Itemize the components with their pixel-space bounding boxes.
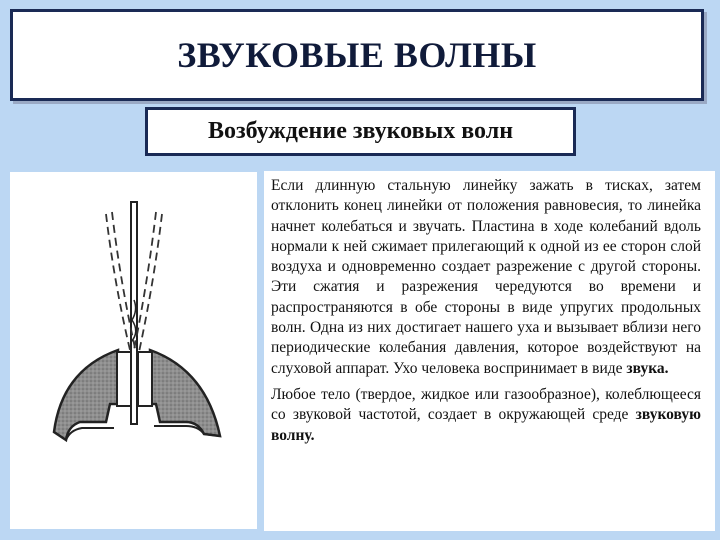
paragraph-1-bold: звука. — [626, 359, 669, 377]
title-banner — [10, 9, 704, 101]
ruler — [131, 202, 137, 424]
vise-jaw-left — [117, 352, 131, 406]
paragraph-1 — [271, 176, 701, 379]
subtitle-banner — [145, 107, 576, 156]
text-panel — [264, 171, 715, 531]
paragraph-2-text: Любое тело (твердое, жидкое или газообразное), колеблющееся со звуковой частотой, создает в окружающей среде — [271, 385, 701, 424]
paragraph-2 — [271, 385, 701, 446]
vise-body-right — [150, 350, 220, 436]
paragraph-1-text: Если длинную стальную линейку зажать в тисках, затем отклонить конец линейки от положения равновесия, то линейка начнет колебаться и звучать. Пластина в ходе колебаний вдоль нормали к ней сжимает прилегающий к одной из ее сторон слой воздуха и одновременно создает разрежение с другой стороны. Эти сжатия и разрежения чередуются во времени и распространяются в обе стороны в виде упругих продольных волн. Одна из них достигает нашего уха и вызывает вблизи него периодические колебания давления, которое воздействуют на слуховой аппарат. Ухо человека воспринимает в виде — [271, 177, 701, 377]
paragraph-2-bold: звуковую волну. — [271, 406, 701, 444]
illustration-panel — [10, 172, 257, 529]
ruler-deflected-right — [134, 212, 162, 352]
vise-jaw-right — [138, 352, 152, 406]
slide-title: ЗВУКОВЫЕ ВОЛНЫ — [177, 35, 537, 75]
vibrating-ruler-in-vise-icon — [10, 172, 257, 529]
slide-subtitle: Возбуждение звуковых волн — [207, 118, 514, 144]
vise-body — [54, 350, 118, 440]
